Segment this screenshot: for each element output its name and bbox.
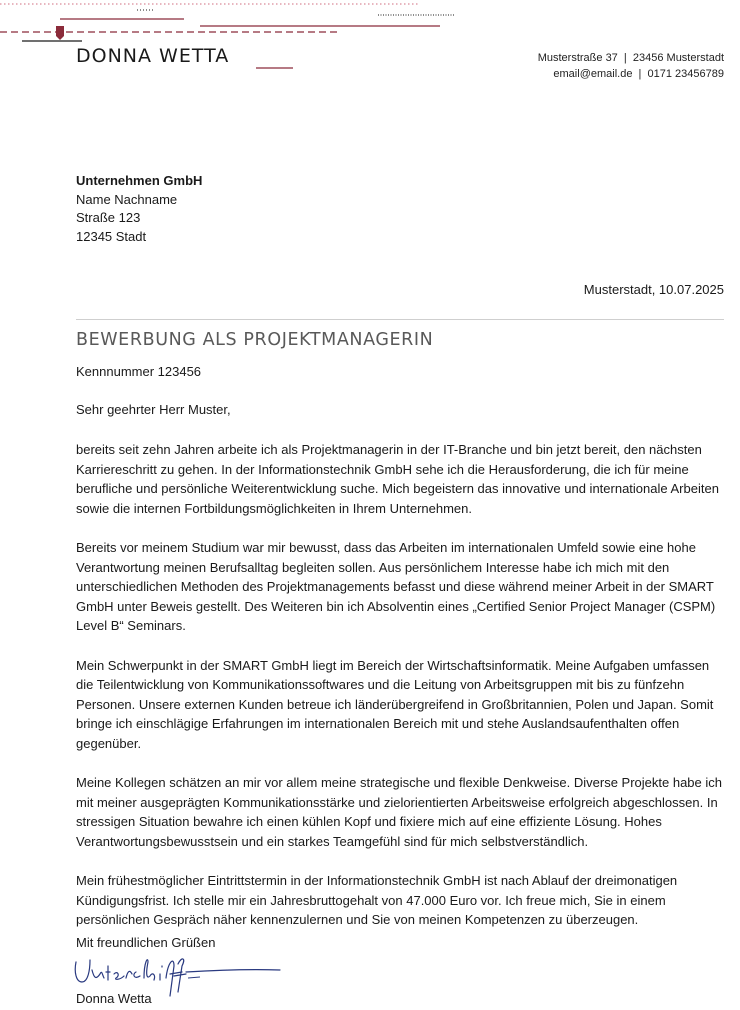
sender-email-phone: email@email.de | 0171 23456789 [553,68,724,80]
recipient-person: Name Nachname [76,191,178,207]
closing: Mit freundlichen Grüßen [76,935,216,950]
recipient-street: Straße 123 [76,210,141,225]
sender-address: Musterstraße 37 | 23456 Musterstadt [537,52,724,64]
recipient-city: 12345 Stadt [76,228,147,244]
subject-line: BEWERBUNG ALS PROJEKTMANAGERIN [76,330,434,350]
name-underline [250,60,300,72]
letter-date: Musterstadt, 10.07.2025 [583,282,724,297]
body-paragraph: Meine Kollegen schätzen an mir vor allem meine strategische und flexible Denkweise. Diverse Projekte habe ich mit meiner ausgeprägten Kommunikationsstärke und zielorientierten Arbeitsweise erfolgreich abgeschlossen. In stressigen Situation bewahre ich einen kühlen Kopf und fixiere mich auf eine effiziente Lösung. Hohes Verantwortungsbewusstsein und ein starkes Teamgefühl sind für mich selbstverständlich. [76,775,722,849]
letter-body [76,440,726,949]
salutation: Sehr geehrter Herr Muster, [76,402,231,417]
bookmark-icon [56,26,64,40]
sender-contact [538,50,724,82]
body-paragraph: Mein Schwerpunkt in der SMART GmbH liegt im Bereich der Wirtschaftsinformatik. Meine Aufgaben umfassen die Teilentwicklung von Kommunikationssoftwares und die Leitung von Arbeitsgruppen mit bis zu fünfzehn Personen. Unsere externen Kunden betreue ich länderübergreifend in Großbritannien, Polen und Japan. Somit bringe ich einschlägige Erfahrungen im internationalen Bereich mit und stehe Auslandsaufenthalten offen gegenüber. [76,657,714,751]
sender-name: DONNA WETTA [76,45,230,67]
body-paragraph: Bereits vor meinem Studium war mir bewusst, dass das Arbeiten im internationalen Umfeld sowie eine hohe Verantwortung meinen Berufsalltag begleiten sollen. Aus persönlichem Interesse habe ich mich mit den unterschiedlichen Methoden des Projektmanagements befasst und diese während meiner Arbeit in der SMART GmbH unter Beweis gestellt. Des Weiteren bin ich Absolventin eines „Certified Senior Project Manager (CSPM) Level B“ Seminars. [76,539,716,634]
reference-number: Kennnummer 123456 [76,364,202,379]
body-paragraph: bereits seit zehn Jahren arbeite ich als Projektmanagerin in der IT-Branche und bin jetzt bereit, den nächsten Karriereschritt zu gehen. In der Informationstechnik GmbH sehe ich die Herausforderung, die ich für meine berufliche und persönliche Weiterentwicklung suche. Mich begeistern das innovative und internationale Arbeiten sowie die internen Fortbildungsmöglichkeiten in Ihrem Unternehmen. [76,442,719,516]
divider [76,319,724,320]
signer-name: Donna Wetta [76,991,152,1006]
body-paragraph: Mein frühestmöglicher Eintrittstermin in der Informationstechnik GmbH ist nach Ablauf der dreimonatigen Kündigungsfrist. Ich stelle mir ein Jahresbruttogehalt von 47.000 Euro vor. Ich freue mich, Sie in einem persönlichen Gespräch näher kennenzulernen und Sie von meinen Kompetenzen zu überzeugen. [76,873,678,928]
recipient-address [76,172,202,246]
recipient-company: Unternehmen GmbH [76,173,203,188]
